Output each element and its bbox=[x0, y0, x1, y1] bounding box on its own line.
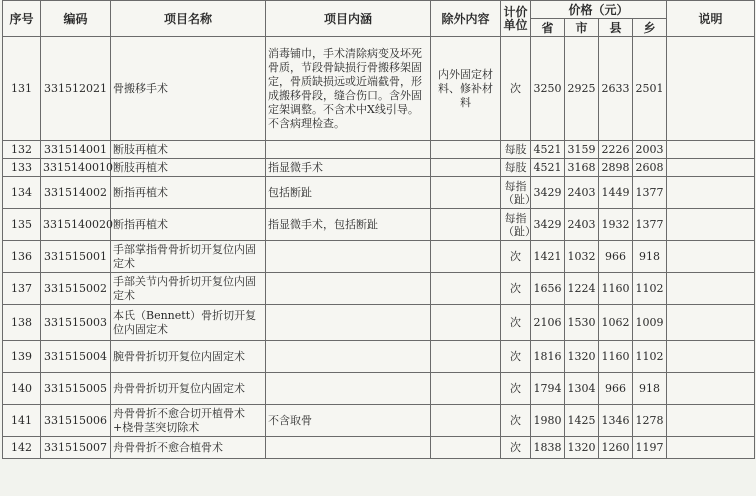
cell-county: 2633 bbox=[599, 37, 633, 141]
cell-seq: 142 bbox=[3, 437, 41, 459]
cell-unit: 次 bbox=[501, 341, 531, 373]
cell-town: 1278 bbox=[633, 405, 667, 437]
table-row bbox=[3, 141, 755, 159]
table-row bbox=[3, 177, 755, 209]
cell-province: 2106 bbox=[531, 305, 565, 341]
cell-town: 2501 bbox=[633, 37, 667, 141]
cell-seq: 137 bbox=[3, 273, 41, 305]
cell-name: 腕骨骨折切开复位内固定术 bbox=[111, 341, 266, 373]
cell-exclude bbox=[431, 373, 501, 405]
cell-county: 1160 bbox=[599, 273, 633, 305]
cell-note bbox=[667, 373, 755, 405]
cell-county: 1062 bbox=[599, 305, 633, 341]
cell-town: 1102 bbox=[633, 341, 667, 373]
cell-county: 966 bbox=[599, 373, 633, 405]
cell-unit: 每指（趾） bbox=[501, 177, 531, 209]
cell-city: 2403 bbox=[565, 177, 599, 209]
cell-county: 1449 bbox=[599, 177, 633, 209]
cell-city: 1304 bbox=[565, 373, 599, 405]
cell-content bbox=[266, 141, 431, 159]
cell-town: 1102 bbox=[633, 273, 667, 305]
table-row bbox=[3, 437, 755, 459]
cell-town: 2608 bbox=[633, 159, 667, 177]
header-unit: 计价单位 bbox=[501, 1, 531, 37]
table-row bbox=[3, 209, 755, 241]
cell-content bbox=[266, 305, 431, 341]
cell-name: 舟骨骨折不愈合切开植骨术+桡骨茎突切除术 bbox=[111, 405, 266, 437]
header-name: 项目名称 bbox=[111, 1, 266, 37]
cell-code: 331514001 bbox=[41, 141, 111, 159]
cell-province: 1794 bbox=[531, 373, 565, 405]
cell-province: 3250 bbox=[531, 37, 565, 141]
cell-seq: 133 bbox=[3, 159, 41, 177]
cell-town: 1377 bbox=[633, 209, 667, 241]
cell-exclude bbox=[431, 405, 501, 437]
cell-name: 本氏（Bennett）骨折切开复位内固定术 bbox=[111, 305, 266, 341]
header-county: 县 bbox=[599, 19, 633, 37]
cell-province: 3429 bbox=[531, 177, 565, 209]
cell-unit: 次 bbox=[501, 373, 531, 405]
table-row bbox=[3, 159, 755, 177]
cell-note bbox=[667, 241, 755, 273]
cell-name: 舟骨骨折不愈合植骨术 bbox=[111, 437, 266, 459]
table-row bbox=[3, 273, 755, 305]
cell-city: 1425 bbox=[565, 405, 599, 437]
table-row bbox=[3, 241, 755, 273]
cell-exclude bbox=[431, 209, 501, 241]
cell-unit: 次 bbox=[501, 305, 531, 341]
cell-note bbox=[667, 209, 755, 241]
cell-code: 3315140010 bbox=[41, 159, 111, 177]
cell-exclude: 内外固定材料、修补材料 bbox=[431, 37, 501, 141]
header-exclude: 除外内容 bbox=[431, 1, 501, 37]
cell-content: 指显微手术 bbox=[266, 159, 431, 177]
cell-name: 断指再植术 bbox=[111, 177, 266, 209]
cell-exclude bbox=[431, 159, 501, 177]
table-header bbox=[3, 1, 755, 37]
cell-content bbox=[266, 373, 431, 405]
table-row bbox=[3, 373, 755, 405]
header-province: 省 bbox=[531, 19, 565, 37]
cell-code: 331515001 bbox=[41, 241, 111, 273]
header-note: 说明 bbox=[667, 1, 755, 37]
cell-code: 331515003 bbox=[41, 305, 111, 341]
cell-town: 2003 bbox=[633, 141, 667, 159]
cell-content bbox=[266, 341, 431, 373]
cell-name: 断肢再植术 bbox=[111, 141, 266, 159]
cell-unit: 每指（趾） bbox=[501, 209, 531, 241]
cell-code: 331515002 bbox=[41, 273, 111, 305]
cell-city: 2925 bbox=[565, 37, 599, 141]
cell-town: 1197 bbox=[633, 437, 667, 459]
cell-code: 3315140020 bbox=[41, 209, 111, 241]
cell-county: 1932 bbox=[599, 209, 633, 241]
header-city: 市 bbox=[565, 19, 599, 37]
table-body bbox=[3, 37, 755, 459]
cell-province: 1656 bbox=[531, 273, 565, 305]
cell-content bbox=[266, 437, 431, 459]
cell-town: 918 bbox=[633, 241, 667, 273]
fee-schedule-table bbox=[2, 0, 755, 459]
cell-code: 331515004 bbox=[41, 341, 111, 373]
cell-county: 2226 bbox=[599, 141, 633, 159]
cell-note bbox=[667, 37, 755, 141]
cell-unit: 次 bbox=[501, 437, 531, 459]
cell-note bbox=[667, 305, 755, 341]
cell-code: 331512021 bbox=[41, 37, 111, 141]
header-price: 价格（元） bbox=[531, 1, 667, 19]
cell-exclude bbox=[431, 241, 501, 273]
cell-province: 1421 bbox=[531, 241, 565, 273]
cell-seq: 141 bbox=[3, 405, 41, 437]
cell-exclude bbox=[431, 273, 501, 305]
header-code: 编码 bbox=[41, 1, 111, 37]
cell-name: 手部关节内骨折切开复位内固定术 bbox=[111, 273, 266, 305]
cell-content: 不含取骨 bbox=[266, 405, 431, 437]
cell-province: 1816 bbox=[531, 341, 565, 373]
cell-name: 断指再植术 bbox=[111, 209, 266, 241]
cell-town: 1377 bbox=[633, 177, 667, 209]
cell-seq: 134 bbox=[3, 177, 41, 209]
cell-code: 331515006 bbox=[41, 405, 111, 437]
cell-county: 1346 bbox=[599, 405, 633, 437]
cell-province: 3429 bbox=[531, 209, 565, 241]
cell-code: 331515005 bbox=[41, 373, 111, 405]
cell-seq: 138 bbox=[3, 305, 41, 341]
cell-seq: 136 bbox=[3, 241, 41, 273]
cell-city: 2403 bbox=[565, 209, 599, 241]
cell-note bbox=[667, 159, 755, 177]
cell-seq: 135 bbox=[3, 209, 41, 241]
cell-county: 1160 bbox=[599, 341, 633, 373]
cell-province: 4521 bbox=[531, 159, 565, 177]
cell-unit: 次 bbox=[501, 405, 531, 437]
cell-note bbox=[667, 405, 755, 437]
cell-province: 1838 bbox=[531, 437, 565, 459]
cell-content: 指显微手术，包括断趾 bbox=[266, 209, 431, 241]
cell-content bbox=[266, 273, 431, 305]
cell-note bbox=[667, 141, 755, 159]
cell-content: 包括断趾 bbox=[266, 177, 431, 209]
cell-note bbox=[667, 177, 755, 209]
header-seq: 序号 bbox=[3, 1, 41, 37]
cell-province: 1980 bbox=[531, 405, 565, 437]
cell-city: 1320 bbox=[565, 341, 599, 373]
cell-code: 331515007 bbox=[41, 437, 111, 459]
cell-content bbox=[266, 241, 431, 273]
cell-county: 2898 bbox=[599, 159, 633, 177]
cell-unit: 次 bbox=[501, 241, 531, 273]
header-content: 项目内涵 bbox=[266, 1, 431, 37]
cell-note bbox=[667, 273, 755, 305]
cell-note bbox=[667, 341, 755, 373]
cell-city: 1224 bbox=[565, 273, 599, 305]
table-row bbox=[3, 405, 755, 437]
cell-seq: 139 bbox=[3, 341, 41, 373]
cell-unit: 次 bbox=[501, 37, 531, 141]
cell-county: 1260 bbox=[599, 437, 633, 459]
cell-province: 4521 bbox=[531, 141, 565, 159]
cell-unit: 每肢 bbox=[501, 141, 531, 159]
cell-unit: 每肢 bbox=[501, 159, 531, 177]
cell-city: 1320 bbox=[565, 437, 599, 459]
header-town: 乡 bbox=[633, 19, 667, 37]
cell-city: 1530 bbox=[565, 305, 599, 341]
cell-code: 331514002 bbox=[41, 177, 111, 209]
cell-name: 骨搬移手术 bbox=[111, 37, 266, 141]
cell-exclude bbox=[431, 305, 501, 341]
cell-exclude bbox=[431, 437, 501, 459]
cell-exclude bbox=[431, 141, 501, 159]
cell-name: 断肢再植术 bbox=[111, 159, 266, 177]
cell-seq: 131 bbox=[3, 37, 41, 141]
cell-name: 舟骨骨折切开复位内固定术 bbox=[111, 373, 266, 405]
cell-content: 消毒铺巾，手术清除病变及坏死骨质，节段骨缺损行骨搬移架固定，骨质缺损远或近端截骨，形成搬移骨段，缝合伤口。含外固定架调整。不含术中X线引导。不含病理检查。 bbox=[266, 37, 431, 141]
cell-town: 1009 bbox=[633, 305, 667, 341]
cell-note bbox=[667, 437, 755, 459]
cell-city: 3159 bbox=[565, 141, 599, 159]
table-row bbox=[3, 341, 755, 373]
cell-county: 966 bbox=[599, 241, 633, 273]
cell-seq: 140 bbox=[3, 373, 41, 405]
cell-seq: 132 bbox=[3, 141, 41, 159]
cell-exclude bbox=[431, 177, 501, 209]
cell-unit: 次 bbox=[501, 273, 531, 305]
cell-city: 1032 bbox=[565, 241, 599, 273]
cell-name: 手部掌指骨骨折切开复位内固定术 bbox=[111, 241, 266, 273]
table-row bbox=[3, 305, 755, 341]
cell-town: 918 bbox=[633, 373, 667, 405]
cell-city: 3168 bbox=[565, 159, 599, 177]
cell-exclude bbox=[431, 341, 501, 373]
table-row bbox=[3, 37, 755, 141]
